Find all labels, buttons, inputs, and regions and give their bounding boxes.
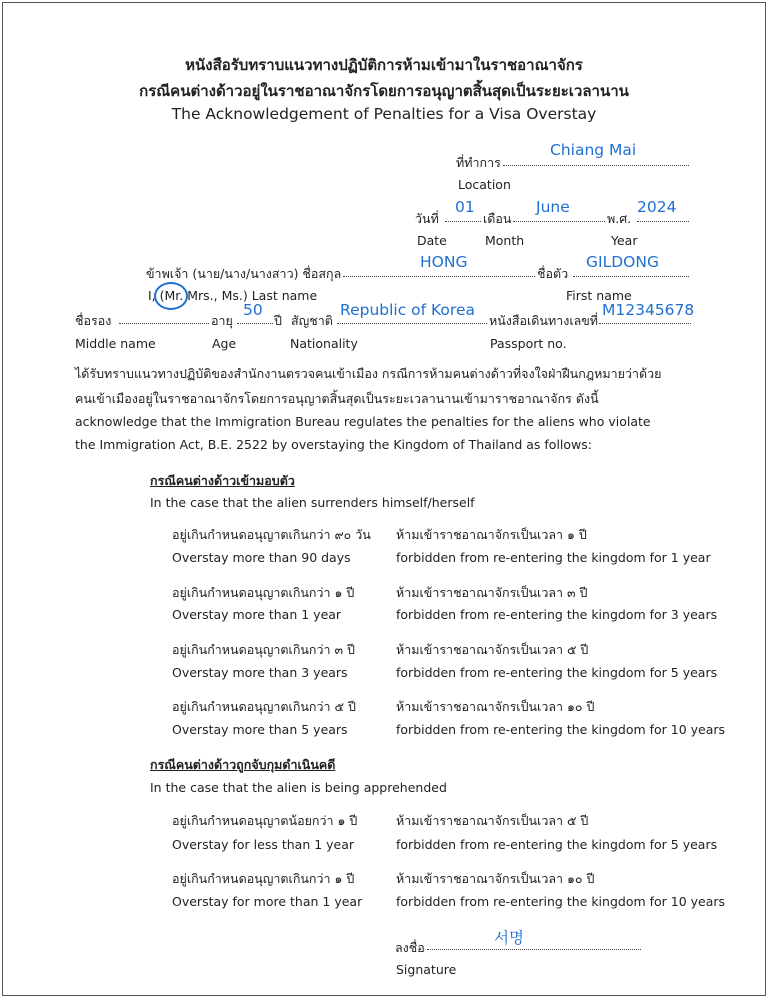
last-name-dotted-line [343,276,535,277]
date-label-english: Date [417,233,447,248]
nationality-label-english: Nationality [290,336,358,351]
statement-english-line-1: acknowledge that the Immigration Bureau regulates the penalties for the aliens who violate [75,414,651,429]
s1-row1-english-left: Overstay more than 90 days [172,550,351,565]
passport-dotted-line [599,323,691,324]
s2-row2-english-left: Overstay for more than 1 year [172,894,363,909]
location-value[interactable]: Chiang Mai [550,141,637,159]
s2-row1-english-left: Overstay for less than 1 year [172,837,355,852]
year-label-thai: พ.ศ. [607,211,632,226]
year-value[interactable]: 2024 [637,198,677,216]
s2-row1-english-right: forbidden from re-entering the kingdom for 5 years [396,837,718,852]
location-dotted-line [503,165,689,166]
s1-row3-thai-right: ห้ามเข้าราชอาณาจักรเป็นเวลา ๕ ปี [396,642,589,657]
middle-name-dotted-line [119,323,209,324]
s1-row2-english-left: Overstay more than 1 year [172,607,342,622]
title-prefix: I, ( [148,288,165,303]
month-label-thai: เดือน [483,211,512,226]
s2-row2-english-right: forbidden from re-entering the kingdom for 10 years [396,894,726,909]
day-label-thai: วันที่ [415,211,439,226]
section1-heading-english: In the case that the alien surrenders himself/herself [150,495,475,510]
s1-row4-thai-right: ห้ามเข้าราชอาณาจักรเป็นเวลา ๑๐ ปี [396,699,595,714]
year-label-english: Year [611,233,638,248]
s1-row4-english-right: forbidden from re-entering the kingdom for 10 years [396,722,726,737]
day-dotted-line [445,221,481,222]
s1-row3-thai-left: อยู่เกินกำหนดอนุญาตเกินกว่า ๓ ปี [172,642,355,657]
signature-value[interactable]: 서명 [494,929,524,947]
section1-heading-thai: กรณีคนต่างด้าวเข้ามอบตัว [150,473,295,488]
acknowledgement-form [2,2,766,996]
first-name-label-thai: ชื่อตัว [537,266,569,281]
year-unit-thai: ปี [274,313,282,328]
s1-row1-thai-left: อยู่เกินกำหนดอนุญาตเกินกว่า ๙๐ วัน [172,527,371,542]
s1-row4-thai-left: อยู่เกินกำหนดอนุญาตเกินกว่า ๕ ปี [172,699,356,714]
month-dotted-line [513,221,605,222]
location-label-english: Location [458,177,511,192]
s2-row2-thai-right: ห้ามเข้าราชอาณาจักรเป็นเวลา ๑๐ ปี [396,871,595,886]
first-name-dotted-line [573,276,689,277]
nationality-label-thai: สัญชาติ [291,313,333,328]
month-label-english: Month [485,233,525,248]
age-dotted-line [237,323,273,324]
name-intro-thai: ข้าพเจ้า (นาย/นาง/นางสาว) ชื่อสกุล [146,266,342,281]
passport-label-thai: หนังสือเดินทางเลขที่ [489,313,599,328]
s1-row1-thai-right: ห้ามเข้าราชอาณาจักรเป็นเวลา ๑ ปี [396,527,587,542]
first-name-value[interactable]: GILDONG [586,253,659,271]
nationality-dotted-line [337,323,487,324]
signature-label-english: Signature [396,962,457,977]
title-mr-option[interactable]: Mr. [164,288,184,303]
mr-selection-circle [154,282,188,310]
statement-english-line-2: the Immigration Act, B.E. 2522 by overstaying the Kingdom of Thailand as follows: [75,437,592,452]
section2-heading-thai: กรณีคนต่างด้าวถูกจับกุมดำเนินคดี [150,757,336,772]
location-label-thai: ที่ทำการ [456,155,501,170]
middle-name-label-thai: ชื่อรอง [75,313,112,328]
s1-row2-english-right: forbidden from re-entering the kingdom for 3 years [396,607,718,622]
s2-row1-thai-left: อยู่เกินกำหนดอนุญาตน้อยกว่า ๑ ปี [172,813,358,828]
day-value[interactable]: 01 [455,198,475,216]
signature-label-thai: ลงชื่อ [395,940,425,955]
s2-row1-thai-right: ห้ามเข้าราชอาณาจักรเป็นเวลา ๕ ปี [396,813,589,828]
first-name-label-english: First name [566,288,632,303]
signature-dotted-line [427,949,641,950]
title-english: The Acknowledgement of Penalties for a Visa Overstay [171,105,597,123]
s1-row3-english-right: forbidden from re-entering the kingdom for 5 years [396,665,718,680]
nationality-value[interactable]: Republic of Korea [340,301,475,319]
s1-row2-thai-left: อยู่เกินกำหนดอนุญาตเกินกว่า ๑ ปี [172,585,355,600]
age-label-english: Age [212,336,237,351]
s1-row2-thai-right: ห้ามเข้าราชอาณาจักรเป็นเวลา ๓ ปี [396,585,588,600]
last-name-value[interactable]: HONG [420,253,468,271]
title-thai-line-2: กรณีคนต่างด้าวอยู่ในราชอาณาจักรโดยการอนุญาตสิ้นสุดเป็นระยะเวลานาน [139,82,629,100]
title-other-options: Mrs., Ms.) Last name [183,288,318,303]
middle-name-label-english: Middle name [75,336,156,351]
statement-thai-line-1: ได้รับทราบแนวทางปฏิบัติของสำนักงานตรวจคนเข้าเมือง กรณีการห้ามคนต่างด้าวที่จงใจฝ่าฝืนกฎหมายว่าด้วย [75,366,662,381]
section2-heading-english: In the case that the alien is being apprehended [150,780,447,795]
s1-row1-english-right: forbidden from re-entering the kingdom for 1 year [396,550,711,565]
statement-thai-line-2: คนเข้าเมืองอยู่ในราชอาณาจักรโดยการอนุญาตสิ้นสุดเป็นระยะเวลานานเข้ามาราชอาณาจักร ดังนี้ [75,391,599,406]
passport-value[interactable]: M12345678 [602,301,695,319]
s1-row3-english-left: Overstay more than 3 years [172,665,348,680]
s2-row2-thai-left: อยู่เกินกำหนดอนุญาตเกินกว่า ๑ ปี [172,871,355,886]
s1-row4-english-left: Overstay more than 5 years [172,722,348,737]
year-dotted-line [637,221,689,222]
age-label-thai: อายุ [211,313,233,328]
month-value[interactable]: June [536,198,570,216]
age-value[interactable]: 50 [243,301,263,319]
title-thai-line-1: หนังสือรับทราบแนวทางปฏิบัติการห้ามเข้ามาในราชอาณาจักร [185,56,583,74]
passport-label-english: Passport no. [490,336,567,351]
